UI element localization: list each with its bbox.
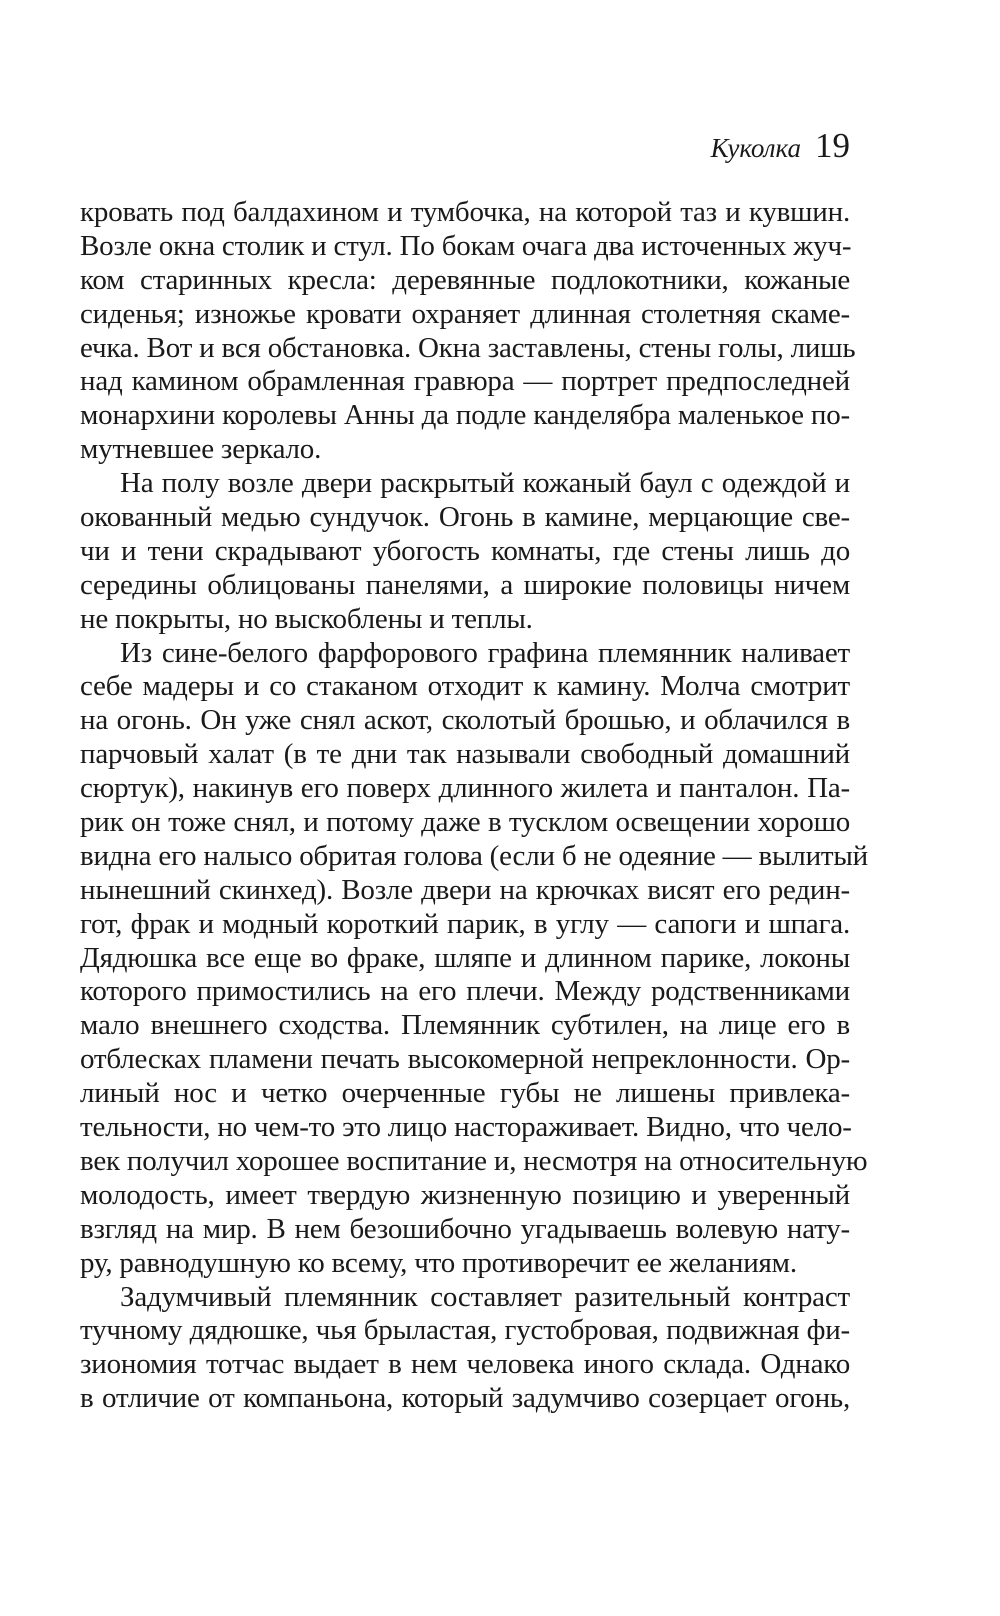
text-line: на огонь. Он уже снял аскот, сколотый брошью, и облачился в: [80, 704, 850, 737]
page-header: [711, 126, 850, 166]
text-line: линый нос и четко очерченные губы не лишены привлека-: [80, 1077, 850, 1110]
text-line: себе мадеры и со стаканом отходит к камину. Молча смотрит: [80, 670, 850, 703]
text-line: над камином обрамленная гравюра — портрет предпоследней: [80, 365, 850, 398]
running-title: Куколка: [710, 133, 801, 163]
text-line: окованный медью сундучок. Огонь в камине, мерцающие све-: [80, 501, 850, 534]
text-line: ком старинных кресла: деревянные подлокотники, кожаные: [80, 263, 850, 296]
text-line: Из сине-белого фарфорового графина племянник наливает: [120, 636, 850, 669]
text-line: парчовый халат (в те дни так называли свободный домашний: [80, 738, 850, 771]
text-line: кровать под балдахином и тумбочка, на которой таз и кувшин.: [80, 196, 850, 228]
text-line: Дядюшка все еще во фраке, шляпе и длинном парике, локоны: [80, 941, 850, 974]
text-line: зиономия тотчас выдает в нем человека иного склада. Однако: [80, 1348, 850, 1381]
text-line: мало внешнего сходства. Племянник субтилен, на лице его в: [80, 1009, 850, 1042]
text-line: взгляд на мир. В нем безошибочно угадываешь волевую нату-: [80, 1212, 850, 1245]
text-line: отблесках пламени печать высокомерной непреклонности. Ор-: [80, 1043, 850, 1076]
text-line: монархини королевы Анны да подле канделябра маленькое по-: [80, 399, 850, 432]
text-line: нынешний скинхед). Возле двери на крючках висят его редин-: [80, 873, 850, 906]
text-line: гот, фрак и модный короткий парик, в углу — сапоги и шпага.: [80, 907, 850, 940]
text-line: На полу возле двери раскрытый кожаный баул с одеждой и: [120, 467, 850, 500]
text-line: молодость, имеет твердую жизненную позицию и уверенный: [80, 1178, 850, 1211]
text-line: чи и тени скрадывают убогость комнаты, где стены лишь до: [80, 534, 850, 567]
text-line: сюртук), накинув его поверх длинного жилета и панталон. Па-: [80, 772, 850, 805]
text-line: мутневшее зеркало.: [80, 433, 322, 466]
body-text: [80, 196, 868, 1416]
text-line: не покрыты, но выскоблены и теплы.: [80, 602, 533, 635]
text-line: ечка. Вот и вся обстановка. Окна заставлены, стены голы, лишь: [80, 331, 856, 364]
text-line: тельности, но чем-то это лицо настораживает. Видно, что чело-: [80, 1111, 852, 1144]
text-line: сиденья; изножье кровати охраняет длинная столетняя скаме-: [80, 297, 850, 330]
text-line: видна его налысо обритая голова (если б не одеяние — вылитый: [80, 839, 868, 872]
text-line: середины облицованы панелями, а широкие половицы ничем: [80, 568, 850, 601]
text-line: которого примостились на его плечи. Между родственниками: [80, 975, 850, 1008]
text-line: в отличие от компаньона, который задумчиво созерцает огонь,: [80, 1382, 850, 1415]
text-line: ру, равнодушную ко всему, что противоречит ее желаниям.: [80, 1246, 797, 1279]
text-line: тучному дядюшке, чья брыластая, густобровая, подвижная фи-: [80, 1314, 850, 1347]
text-line: век получил хорошее воспитание и, несмотря на относительную: [80, 1144, 868, 1177]
text-line: Задумчивый племянник составляет разительный контраст: [120, 1280, 850, 1313]
text-line: рик он тоже снял, и потому даже в тусклом освещении хорошо: [80, 806, 850, 839]
page-number: 19: [815, 126, 850, 165]
text-line: Возле окна столик и стул. По бокам очага два источенных жуч-: [80, 229, 852, 262]
